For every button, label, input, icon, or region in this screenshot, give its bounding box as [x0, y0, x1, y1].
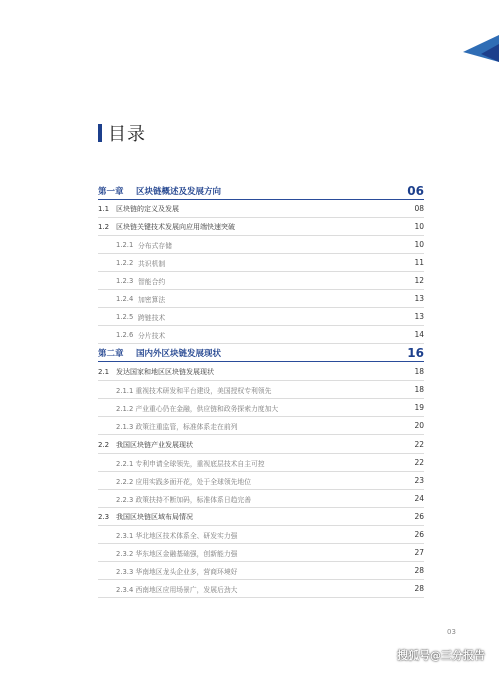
entry-number: 1.2.1 — [116, 240, 134, 249]
entry-number: 1.2.6 — [116, 330, 134, 339]
entry-title: 共识机制 — [138, 259, 166, 268]
toc-page-number: 14 — [414, 330, 424, 339]
toc-page-number: 26 — [414, 512, 424, 521]
entry-number: 1.2.4 — [116, 294, 134, 303]
chapter-number: 第二章 — [98, 348, 124, 359]
toc-page-number: 11 — [414, 258, 424, 267]
entry-title: 2.1.2 产业重心仍在金融，供应链和政务探索力度加大 — [116, 404, 279, 413]
entry-title: 我国区块链产业发展现状 — [116, 440, 193, 449]
entry-number: 2.2 — [98, 440, 110, 449]
title-accent-bar — [98, 124, 102, 142]
toc-entry-row[interactable] — [98, 417, 424, 435]
entry-title: 2.2.3 政策扶持不断加码，标准体系日趋完善 — [116, 495, 252, 504]
entry-title: 2.3.3 华南地区龙头企业多，营商环境好 — [116, 567, 238, 576]
toc-page-number: 22 — [414, 458, 424, 467]
entry-title: 2.2.1 专利申请全球领先，重视底层技术自主可控 — [116, 459, 265, 468]
entry-title: 加密算法 — [138, 295, 166, 304]
toc-entry-row[interactable] — [98, 363, 424, 381]
chapter-number: 第一章 — [98, 186, 124, 197]
toc-page-number: 28 — [414, 566, 424, 575]
toc-entry-row[interactable] — [98, 290, 424, 308]
entry-title: 2.1.3 政策注重监管，标准体系走在前列 — [116, 422, 238, 431]
toc-entry-row[interactable] — [98, 436, 424, 454]
watermark-text: 搜狐号@三分报告 — [397, 649, 485, 662]
toc-entry-row[interactable] — [98, 562, 424, 580]
entry-title: 2.3.4 西南地区应用场景广，发展后劲大 — [116, 585, 238, 594]
chapter-title: 国内外区块链发展现状 — [136, 348, 222, 359]
entry-number: 1.2.2 — [116, 258, 134, 267]
corner-decoration-triangle — [459, 0, 499, 70]
entry-number: 1.2.5 — [116, 312, 134, 321]
toc-entry-row[interactable] — [98, 326, 424, 344]
toc-page-number: 28 — [414, 584, 424, 593]
toc-entry-row[interactable] — [98, 508, 424, 526]
toc-entry-row[interactable] — [98, 472, 424, 490]
entry-title: 2.3.2 华东地区金融基础强，创新能力强 — [116, 549, 238, 558]
toc-page-number: 27 — [414, 548, 424, 557]
entry-number: 2.3 — [98, 512, 110, 521]
entry-title: 分片技术 — [138, 331, 166, 340]
toc-entry-row[interactable] — [98, 200, 424, 218]
entry-title: 区块链的定义及发展 — [116, 204, 179, 213]
toc-page-number: 16 — [407, 345, 424, 360]
toc-entry-row[interactable] — [98, 236, 424, 254]
toc-page-number: 13 — [414, 312, 424, 321]
entry-title: 区块链关键技术发展向应用端快速突破 — [116, 222, 235, 231]
toc-page-number: 20 — [414, 421, 424, 430]
toc-entry-row[interactable] — [98, 580, 424, 598]
entry-title: 智能合约 — [138, 277, 166, 286]
toc-entry-row[interactable] — [98, 399, 424, 417]
toc-chapter-row[interactable] — [98, 344, 424, 362]
toc-entry-row[interactable] — [98, 254, 424, 272]
toc-page-number: 26 — [414, 530, 424, 539]
page-number: 03 — [447, 628, 456, 636]
toc-page-number: 18 — [414, 385, 424, 394]
entry-number: 1.2 — [98, 222, 110, 231]
entry-title: 分布式存储 — [138, 241, 172, 250]
toc-entry-row[interactable] — [98, 454, 424, 472]
entry-title: 2.2.2 应用实践多面开花，处于全球领先地位 — [116, 477, 252, 486]
toc-entry-row[interactable] — [98, 381, 424, 399]
page-title: 目录 — [108, 124, 146, 145]
entry-number: 2.1 — [98, 367, 110, 376]
entry-number: 1.2.3 — [116, 276, 134, 285]
toc-page-number: 06 — [407, 183, 424, 198]
toc-page-number: 13 — [414, 294, 424, 303]
toc-entry-row[interactable] — [98, 308, 424, 326]
entry-title: 2.1.1 重视技术研发和平台建设，美国授权专利领先 — [116, 386, 272, 395]
entry-title: 我国区块链区域布局情况 — [116, 512, 193, 521]
toc-entry-row[interactable] — [98, 544, 424, 562]
toc-page-number: 23 — [414, 476, 424, 485]
toc-page-number: 10 — [414, 222, 424, 231]
toc-page-number: 12 — [414, 276, 424, 285]
entry-title: 跨链技术 — [138, 313, 166, 322]
toc-entry-row[interactable] — [98, 526, 424, 544]
toc-heading — [98, 120, 146, 146]
toc-page-number: 18 — [414, 367, 424, 376]
toc-page-number: 08 — [414, 204, 424, 213]
toc-chapter-row[interactable] — [98, 182, 424, 200]
entry-number: 1.1 — [98, 204, 110, 213]
toc-entry-row[interactable] — [98, 490, 424, 508]
entry-title: 2.3.1 华北地区技术体系全、研发实力强 — [116, 531, 238, 540]
toc-entry-row[interactable] — [98, 218, 424, 236]
toc-page-number: 24 — [414, 494, 424, 503]
chapter-title: 区块链概述及发展方向 — [136, 186, 222, 197]
toc-page-number: 22 — [414, 440, 424, 449]
toc-page-number: 19 — [414, 403, 424, 412]
entry-title: 发达国家和地区区块链发展现状 — [116, 367, 214, 376]
toc-entry-row[interactable] — [98, 272, 424, 290]
toc-page-number: 10 — [414, 240, 424, 249]
